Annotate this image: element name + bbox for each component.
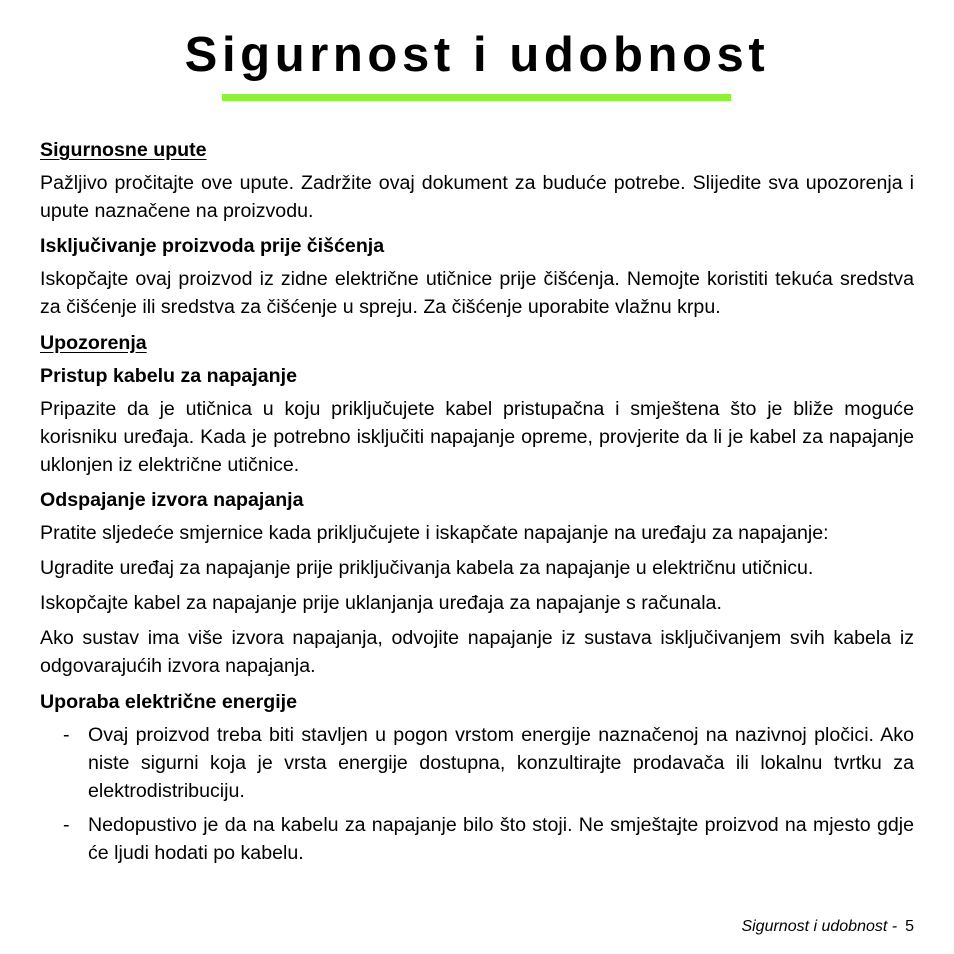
disconnect-step-3: Ako sustav ima više izvora napajanja, odvojite napajanje iz sustava isključivanjem svih kabela iz odgovarajućih izvora napajanja. <box>40 627 914 677</box>
list-item <box>40 721 914 805</box>
safety-intro-paragraph: Pažljivo pročitajte ove upute. Zadržite ovaj dokument za buduće potrebe. Slijedite sva upozorenja i upute naznačene na proizvodu. <box>40 172 914 222</box>
list-item <box>40 811 914 867</box>
bullet-dash: - <box>63 814 70 836</box>
list-item-text: Nedopustivo je da na kabelu za napajanje bilo što stoji. Ne smještajte proizvod na mjesto gdje će ljudi hodati po kabelu. <box>88 814 914 864</box>
power-cord-paragraph: Pripazite da je utičnica u koju priključujete kabel pristupačna i smještena što je bliže moguće korisniku uređaja. Kada je potrebno isključiti napajanje opreme, provjerite da li je kabel za napajanje uklonjen iz električne utičnice. <box>40 398 914 476</box>
list-item-text: Ovaj proizvod treba biti stavljen u pogon vrstom energije naznačenoj na nazivnoj pločici. Ako niste sigurni koja je vrsta energije dostupna, konzultirajte prodavača ili lokalnu tvrtku za elektrodistribuciju. <box>88 724 914 802</box>
title-underline-bar <box>222 94 731 101</box>
disconnect-step-1: Ugradite uređaj za napajanje prije priključivanja kabela za napajanje u električnu utičnicu. <box>40 557 814 579</box>
page-footer <box>741 916 914 938</box>
cleaning-paragraph: Iskopčajte ovaj proizvod iz zidne električne utičnice prije čišćenja. Nemojte koristiti tekuća sredstva za čišćenje ili sredstva za čišćenje u spreju. Za čišćenje uporabite vlažnu krpu. <box>40 268 914 318</box>
section-heading-warnings: Upozorenja <box>40 332 147 354</box>
disconnect-step-2: Iskopčajte kabel za napajanje prije uklanjanja uređaja za napajanje s računala. <box>40 592 722 614</box>
section-heading-safety: Sigurnosne upute <box>40 139 207 161</box>
subheading-power-cord: Pristup kabelu za napajanje <box>40 365 297 387</box>
footer-label: Sigurnost i udobnost - <box>741 918 898 935</box>
subheading-electric-power: Uporaba električne energije <box>40 691 297 713</box>
page-number: 5 <box>905 918 914 935</box>
electric-power-list <box>40 721 914 867</box>
document-body <box>40 136 914 873</box>
page-title: Sigurnost i udobnost <box>184 28 770 82</box>
bullet-dash: - <box>63 724 70 746</box>
disconnect-intro-paragraph: Pratite sljedeće smjernice kada priključujete i iskapčate napajanje na uređaju za napajanje: <box>40 522 829 544</box>
subheading-cleaning: Isključivanje proizvoda prije čišćenja <box>40 235 385 257</box>
subheading-disconnect: Odspajanje izvora napajanja <box>40 489 304 511</box>
